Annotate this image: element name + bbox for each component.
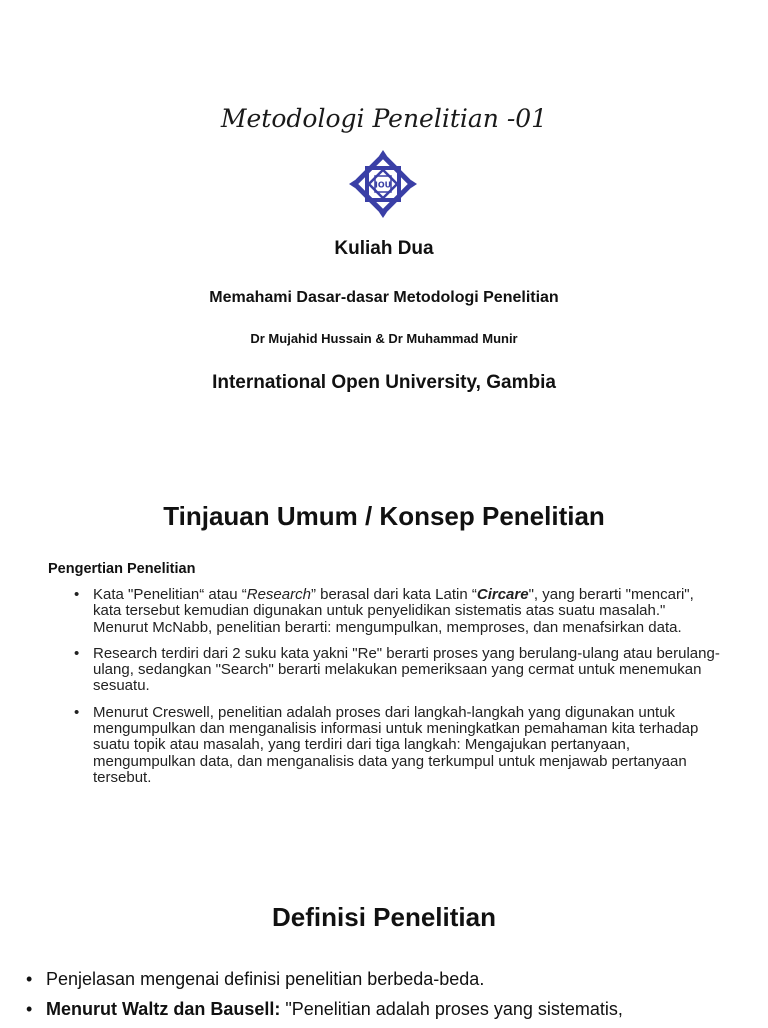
slide-heading: Tinjauan Umum / Konsep Penelitian — [163, 501, 605, 531]
slide-title: Metodologi Penelitian -01 — [220, 104, 548, 133]
list-item: • Research terdiri dari 2 suku kata yakni "Re" berarti proses yang berulang-ulang atau berulang-ulang, sedangkan "Search" berarti melakukan pemeriksaan yang cermat untuk menemukan sesuatu. — [72, 646, 722, 695]
bullet-list — [72, 587, 722, 796]
university-name: International Open University, Gambia — [212, 372, 556, 393]
bullet-text: "Penelitian adalah proses yang sistematis, — [280, 999, 623, 1019]
section-label: Pengertian Penelitian — [48, 561, 196, 577]
bullet-text: ” berasal dari kata Latin “ — [310, 586, 477, 603]
lecture-label: Kuliah Dua — [334, 238, 434, 259]
list-item — [72, 587, 722, 636]
bullet-text: ", yang berarti "mencari", kata tersebut kemudian digunakan untuk penyelidikan sistematis atas suatu masalah." Menurut McNabb, penelitian berarti: mengumpulkan, memproses, dan menafsirkan data. — [93, 586, 694, 636]
bullet-text-italic: Research — [246, 586, 311, 603]
bullet-list — [24, 968, 744, 1028]
list-item: • Penjelasan mengenai definisi penelitian berbeda-beda. — [24, 968, 744, 990]
title-slide — [0, 0, 768, 445]
authors: Dr Mujahid Hussain & Dr Muhammad Munir — [250, 331, 518, 346]
svg-text:IOU: IOU — [374, 180, 392, 190]
islamic-geometric-logo-icon — [347, 148, 419, 220]
overview-slide — [0, 475, 768, 875]
slide-subtitle: Memahami Dasar-dasar Metodologi Penelitian — [209, 289, 559, 306]
definition-slide — [0, 880, 768, 1024]
list-item — [24, 998, 744, 1020]
bullet-text: Kata "Penelitian“ atau “ — [93, 586, 247, 603]
slide-heading: Definisi Penelitian — [272, 902, 496, 932]
bullet-text-bold-italic: Circare — [476, 586, 529, 603]
list-item: • Menurut Creswell, penelitian adalah proses dari langkah-langkah yang digunakan untuk mengumpulkan dan menganalisis informasi untuk meningkatkan pemahaman kita terhadap suatu topik atau masalah, yang terdiri dari tiga langkah: Mengajukan pertanyaan, mengumpulkan data, dan menganalisis data yang terkumpul untuk menjawab pertanyaan tersebut. — [72, 705, 722, 786]
bullet-text-bold: Menurut Waltz dan Bausell: — [46, 999, 281, 1019]
